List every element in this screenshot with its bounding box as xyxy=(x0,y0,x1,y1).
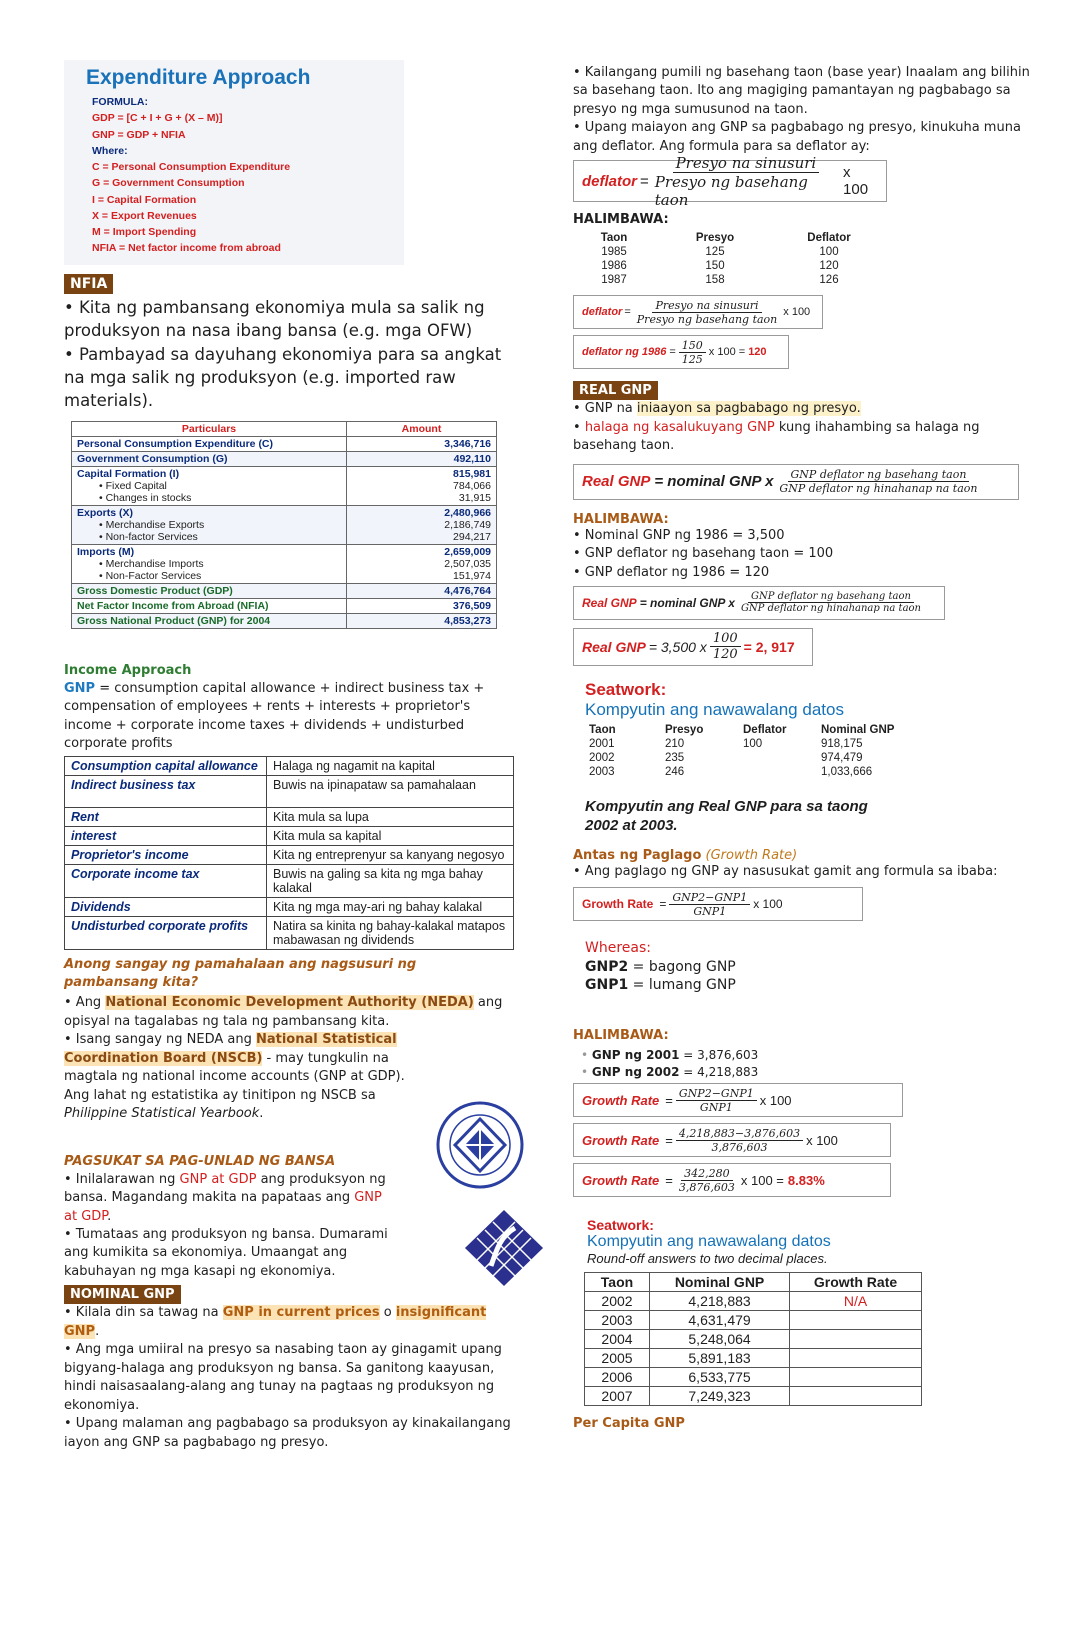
table-row: Dividends Kita ng mga may-ari ng bahay kalakal xyxy=(65,897,514,916)
table-row: Indirect business tax Buwis na ipinapataw sa pamahalaan xyxy=(65,775,514,807)
table-row: Government Consumption (G) 492,110 xyxy=(72,451,497,466)
growth-bullet-2: • Tumataas ang produksyon ng bansa. Dumarami ang kumikita sa ekonomiya. Umaangat ang kabuhayan ng mga kasapi ng ekonomiya. xyxy=(64,1227,388,1279)
table-row: 2002 4,218,883 N/A xyxy=(585,1292,922,1311)
table-row: 2001 210 100 918,175 xyxy=(589,737,863,750)
table-row: 2002 235 974,479 xyxy=(589,751,863,764)
table-row: interest Kita mula sa kapital xyxy=(65,826,514,845)
seatwork-1-table: Taon Presyo Deflator Nominal GNP 2001 210 100 918,175 2002 235 974,479 2003 246 1,033,666 xyxy=(585,723,902,779)
gdp-table-header-amount: Amount xyxy=(347,421,497,436)
table-row: Exports (X) • Merchandise Exports • Non-factor Services 2,480,966 2,186,749 294,217 xyxy=(72,505,497,544)
table-row: Corporate income tax Buwis na galing sa kita ng mga bahay kalakal xyxy=(65,864,514,897)
table-row: 2004 5,248,064 xyxy=(585,1330,922,1349)
growth-example-label: HALIMBAWA: xyxy=(573,1028,669,1043)
deflator-bullet-1: • Kailangang pumili ng basehang taon (base year) Inaalam ang bilihin sa basehang taon. Ito ang magiging pamantayan ng pagbabago sa presyo ng mga sumusunod na taon. xyxy=(573,65,1030,117)
gdp-table xyxy=(71,421,497,629)
def-x: X = Export Revenues xyxy=(92,209,197,222)
growth-rate-substitution: Growth Rate = $\frac{4,218,883-3,876,603}{3,876,603}$ x 100 xyxy=(573,1123,891,1157)
income-gnp: GNP xyxy=(64,680,96,696)
table-row: 1985 125 100 xyxy=(601,246,839,259)
nfia-bullet-1: • Kita ng pambansang ekonomiya mula sa salik ng produksyon na nasa ibang bansa (e.g. mga OFW) xyxy=(64,297,485,341)
table-row: 2005 5,891,183 xyxy=(585,1349,922,1368)
def-c: C = Personal Consumption Expenditure xyxy=(92,161,291,174)
table-row: 1986 150 120 xyxy=(601,260,839,273)
expenditure-box xyxy=(64,60,404,265)
income-table xyxy=(64,756,514,950)
growth-rate-formula: Growth Rate = $\frac{\text{GNP2−GNP1}}{\text{GNP1}}$ x 100 xyxy=(573,887,863,921)
deflator-example-table: Taon Presyo Deflator 1985 125 100 1986 150 120 1987 158 126 xyxy=(573,231,883,287)
seatwork-2-title: Seatwork: xyxy=(587,1217,654,1234)
gdp-formula: GDP = [C + I + G + (X – M)] xyxy=(92,112,223,125)
table-row: Rent Kita mula sa lupa xyxy=(65,807,514,826)
formula-label: FORMULA: xyxy=(92,96,148,108)
nfia-tag: NFIA xyxy=(64,274,113,294)
table-row: 1987 158 126 xyxy=(601,274,839,287)
seatwork-2-table: Taon Nominal GNP Growth Rate 2002 4,218,883 N/A 2003 4,631,479 2004 5,248,064 2005 5,891,183 2006 6,533,775 2007 7,249,323 xyxy=(584,1272,922,1406)
psa-logo-icon xyxy=(463,1208,545,1288)
real-example-label: HALIMBAWA: xyxy=(573,511,669,527)
seatwork-1-title: Seatwork: xyxy=(585,679,667,699)
neda-highlight: National Economic Development Authority (NEDA) xyxy=(105,995,474,1011)
nfia-bullet-2: • Pambayad sa dayuhang ekonomiya para sa angkat na mga salik ng produksyon (e.g. imported raw materials). xyxy=(64,344,502,411)
income-text: = consumption capital allowance + indirect business tax + compensation of employees + rents + interests + proprietor's income + corporate income taxes + dividends + undisturbed corporate profits xyxy=(64,680,485,752)
seatwork-2-note: Round-off answers to two decimal places. xyxy=(587,1251,828,1267)
table-row: 2003 246 1,033,666 xyxy=(589,765,873,778)
table-row: Net Factor Income from Abroad (NFIA) 376,509 xyxy=(72,598,497,613)
deflator-bullet-2: • Upang maiayon ang GNP sa pagbabago ng presyo, kinukuha muna ang deflator. Ang formula para sa deflator ay: xyxy=(573,120,1021,154)
real-gnp-formula: Real GNP = nominal GNP x $\frac{\text{GNP deflator ng basehang taon}}{\text{GNP deflator ng hinahanap na taon}}$ xyxy=(573,464,1019,500)
per-capita-heading: Per Capita GNP xyxy=(573,1416,685,1432)
def-nfia: NFIA = Net factor income from abroad xyxy=(92,242,281,255)
nscb-seal-icon xyxy=(435,1095,525,1195)
table-row: Undisturbed corporate profits Natira sa kinita ng bahay-kalakal matapos mabawasan ng dividends xyxy=(65,916,514,949)
seatwork-1-task: Kompyutin ang Real GNP para sa taong 2002 at 2003. xyxy=(585,797,868,835)
table-row: Personal Consumption Expenditure (C) 3,346,716 xyxy=(72,436,497,451)
table-row: Capital Formation (I) • Fixed Capital • Changes in stocks 815,981 784,066 31,915 xyxy=(72,466,497,505)
gnp-formula: GNP = GDP + NFIA xyxy=(92,128,186,141)
agency-question: Anong sangay ng pamahalaan ang nagsusuri ng pambansang kita? xyxy=(64,956,417,991)
deflator-formula: deflator = $\frac{\text{Presyo na sinusuri}}{\text{Presyo ng basehang taon}}$ x 100 xyxy=(573,160,887,202)
where-label: Where: xyxy=(92,144,128,157)
deflator-example-label: HALIMBAWA: xyxy=(573,212,669,228)
income-title: Income Approach xyxy=(64,662,192,678)
nominal-bullet-3: • Upang malaman ang pagbabago sa produksyon ay kinakailangang iayon ang GNP sa pagbabago ng presyo. xyxy=(64,1416,511,1450)
deflator-1986-calc: deflator ng 1986 = $\frac{150}{125}$ x 100 = 120 xyxy=(573,335,789,369)
seatwork-2-subtitle: Kompyutin ang nawawalang datos xyxy=(587,1233,831,1251)
growth-rate-title: Antas ng Paglago xyxy=(573,847,702,863)
table-row: 2007 7,249,323 xyxy=(585,1387,922,1406)
seatwork-1-subtitle: Kompyutin ang nawawalang datos xyxy=(585,699,844,719)
expenditure-title: Expenditure Approach xyxy=(86,66,311,89)
growth-section-title: PAGSUKAT SA PAG-UNLAD NG BANSA xyxy=(64,1153,336,1169)
gdp-table-header-particulars: Particulars xyxy=(72,421,347,436)
def-m: M = Import Spending xyxy=(92,226,197,239)
table-row: 2003 4,631,479 xyxy=(585,1311,922,1330)
table-row: Gross National Product (GNP) for 2004 4,853,273 xyxy=(72,613,497,628)
real-gnp-tag: REAL GNP xyxy=(573,381,658,400)
def-i: I = Capital Formation xyxy=(92,193,197,206)
nominal-bullet-2: • Ang mga umiiral na presyo sa nasabing taon ay ginagamit upang bigyang-halaga ang produksyon ng bansa. Sa ganitong kaayusan, hindi naisasaalang-alang ang tunay na pagtaas ng produksyon ng ekonomiya. xyxy=(64,1342,502,1413)
real-gnp-formula-small: Real GNP = nominal GNP x $\frac{\text{GNP deflator ng basehang taon}}{\text{GNP deflator ng hinahanap na taon}}$ xyxy=(573,586,945,620)
def-g: G = Government Consumption xyxy=(92,177,245,190)
nominal-gnp-tag: NOMINAL GNP xyxy=(64,1285,181,1304)
growth-rate-result: Growth Rate = $\frac{342,280}{3,876,603}$ x 100 = 8.83% xyxy=(573,1163,891,1197)
table-row: Imports (M) • Merchandise Imports • Non-Factor Services 2,659,009 2,507,035 151,974 xyxy=(72,544,497,583)
deflator-formula-small: deflator = $\frac{\text{Presyo na sinusuri}}{\text{Presyo ng basehang taon}}$ x 100 xyxy=(573,295,823,329)
nscb-highlight: National Statistical Coordination Board (NSCB) xyxy=(64,1032,397,1066)
table-row: 2006 6,533,775 xyxy=(585,1368,922,1387)
table-row: Proprietor's income Kita ng entreprenyur sa kanyang negosyo xyxy=(65,845,514,864)
table-row: Gross Domestic Product (GDP) 4,476,764 xyxy=(72,583,497,598)
table-row: Consumption capital allowance Halaga ng nagamit na kapital xyxy=(65,756,514,775)
growth-rate-formula-2: Growth Rate = $\frac{\text{GNP2−GNP1}}{\text{GNP1}}$ x 100 xyxy=(573,1083,903,1117)
real-gnp-calc: Real GNP = 3,500 x $\frac{100}{120}$ = 2, 917 xyxy=(573,628,813,666)
